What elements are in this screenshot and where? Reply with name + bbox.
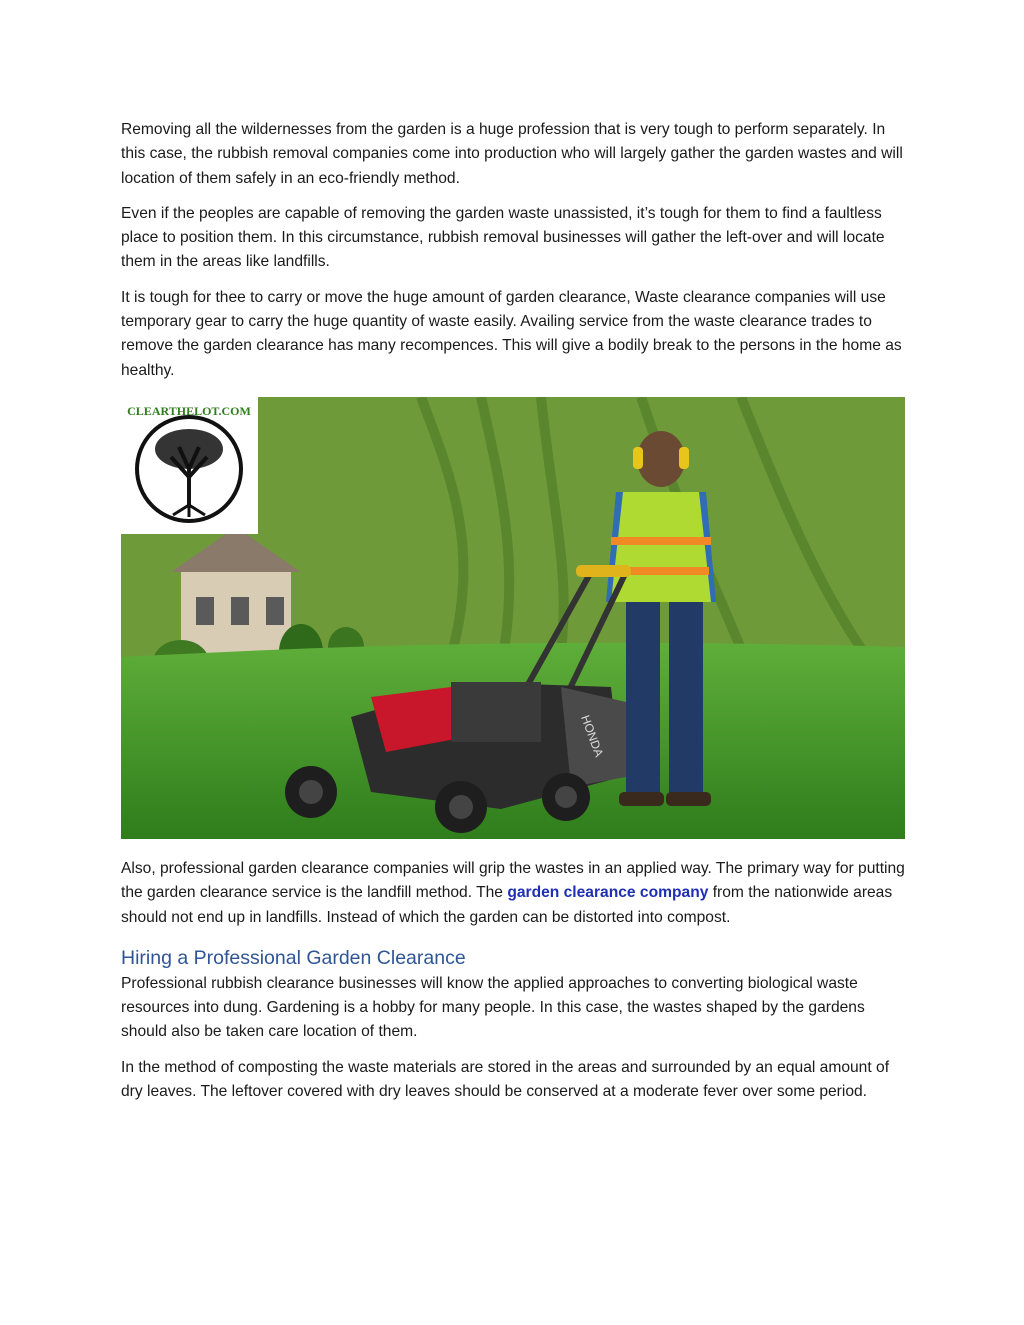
mower-brand-label: HONDA: [578, 713, 607, 759]
paragraph-4: [121, 857, 905, 930]
company-logo: [121, 397, 258, 534]
paragraph-4-start: Also, professional garden clearance companies will grip the wastes in an applied way. The primary way for putting the garden clearance service is the landfill method. The: [121, 859, 905, 902]
garden-clearance-company-link[interactable]: garden clearance company: [507, 884, 709, 902]
paragraph-5: Professional rubbish clearance businesses will know the applied approaches to converting biological waste resources into dung. Gardening is a hobby for many people. In this case, the wastes shaped by the gardens should also be taken care location of them.: [121, 974, 865, 1041]
paragraph-3: It is tough for thee to carry or move the huge amount of garden clearance, Waste clearance companies will use temporary gear to carry the huge quantity of waste easily. Availing service from the waste clearance trades to remove the garden clearance has many recompences. This will give a bodily break to the persons in the home as healthy.: [121, 288, 902, 379]
paragraph-2: Even if the peoples are capable of removing the garden waste unassisted, it’s tough for them to find a faultless place to position them. In this circumstance, rubbish removal businesses will gather the left-over and will locate them in the areas like landfills.: [121, 204, 885, 271]
paragraph-1: Removing all the wildernesses from the garden is a huge profession that is very tough to perform separately. In this case, the rubbish removal companies come into production who will largely gather the garden wastes and will location of them safely in an eco-friendly method.: [121, 121, 903, 187]
lawn-mowing-photo: [121, 397, 905, 839]
section-heading: Hiring a Professional Garden Clearance: [121, 946, 466, 969]
paragraph-4-end: from the nationwide areas should not end up in landfills. Instead of which the garden can be distorted into compost.: [121, 884, 893, 926]
tree-logo-icon: [121, 397, 258, 534]
paragraph-6: In the method of composting the waste materials are stored in the areas and surrounded by an equal amount of dry leaves. The leftover covered with dry leaves should be conserved at a moderate fever over some period.: [121, 1058, 890, 1101]
logo-text: CLEARTHELOT.COM: [127, 403, 251, 418]
document-page: [121, 118, 905, 1115]
